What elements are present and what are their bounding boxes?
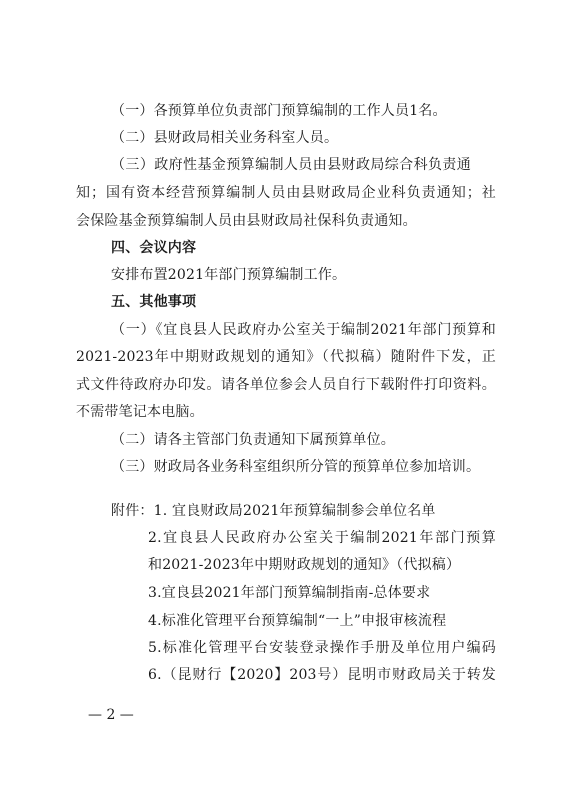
text-line: （三）政府性基金预算编制人员由县财政局综合科负责通 [111, 157, 471, 173]
text-line: 安排布置2021年部门预算编制工作。 [111, 267, 347, 283]
text-line: （一）各预算单位负责部门预算编制的工作人员1名。 [111, 103, 447, 119]
attachment-item: 4.标准化管理平台预算编制“一上”申报审核流程 [148, 613, 447, 629]
text-line: 会保险基金预算编制人员由县财政局社保科负责通知。 [76, 213, 417, 229]
text-line: 式文件待政府办印发。请各单位参会人员自行下载附件打印资料。 [76, 377, 496, 393]
section-heading: 四、会议内容 [111, 240, 197, 256]
text-line: （一）《宜良县人民政府办公室关于编制2021年部门预算和 [111, 322, 496, 338]
text-line: （二）请各主管部门负责通知下属预算单位。 [111, 432, 395, 448]
attachment-item: 6.（昆财行【2020】203号）昆明市财政局关于转发 [148, 667, 496, 683]
section-heading: 五、其他事项 [111, 294, 197, 310]
attachment-item: 和2021-2023年中期财政规划的通知》（代拟稿） [148, 557, 461, 573]
attachment-item: 5.标准化管理平台安装登录操作手册及单位用户编码 [148, 640, 496, 656]
page-number: — 2 — [88, 707, 134, 723]
text-line: （二）县财政局相关业务科室人员。 [111, 130, 339, 146]
attachment-item: 2.宜良县人民政府办公室关于编制2021年部门预算 [148, 530, 496, 546]
attachment-heading: 附件：1. 宜良财政局2021年预算编制参会单位名单 [111, 503, 436, 519]
text-line: （三）财政局各业务科室组织所分管的预算单位参加培训。 [111, 459, 481, 475]
text-line: 2021-2023年中期财政规划的通知》（代拟稿）随附件下发，正 [76, 349, 496, 365]
text-line: 知；国有资本经营预算编制人员由县财政局企业科负责通知；社 [76, 185, 496, 201]
attachment-item: 3.宜良县2021年部门预算编制指南-总体要求 [148, 585, 431, 601]
text-line: 不需带笔记本电脑。 [76, 404, 204, 420]
